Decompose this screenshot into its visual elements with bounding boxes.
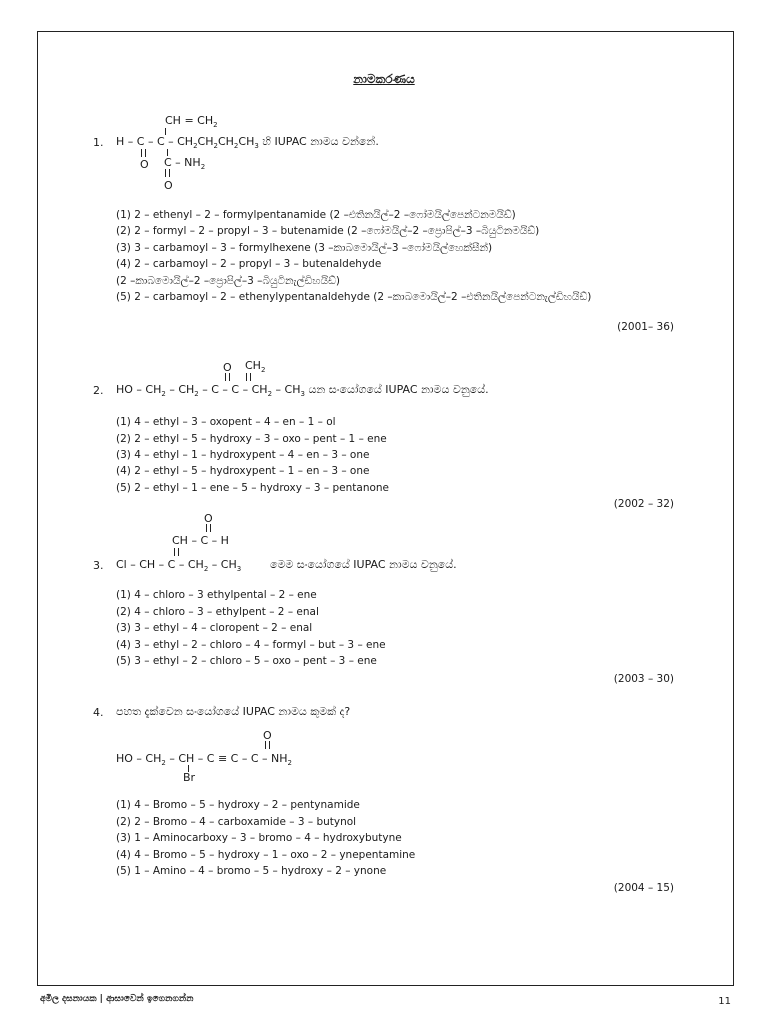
q1-option-4: (4) 2 – carbamoyl – 2 – propyl – 3 – butenaldehyde (116, 258, 382, 270)
q2-double-bond-o (225, 373, 230, 381)
question-1-number: 1. (93, 136, 104, 149)
q3-double-bond-c (174, 548, 179, 556)
q1-bond-up (165, 128, 166, 135)
q2-option-5: (5) 2 – ethyl – 1 – ene – 5 – hydroxy – 3 – pentanone (116, 482, 390, 494)
q1-main-chain: H – C – C – $CH_2CH_2CH_2CH_3$ හි IUPAC නාමය වන්නේ. (116, 135, 379, 151)
q3-double-bond-o (206, 524, 211, 532)
page-title: නාමකරණය (353, 72, 415, 86)
q1-oxygen-left: O (140, 158, 149, 171)
page-number: 11 (718, 996, 731, 1007)
q3-main-chain: Cl – CH – C – $CH_2 - CH_3$ (116, 558, 242, 574)
q3-option-2: (2) 4 – chloro – 3 – ethylpent – 2 – enal (116, 606, 319, 618)
q1-oxygen-bottom: O (164, 179, 173, 192)
q2-option-3: (3) 4 – ethyl – 1 – hydroxypent – 4 – en – 3 – one (116, 449, 370, 461)
question-4-number: 4. (93, 706, 104, 719)
q4-option-2: (2) 2 – Bromo – 4 – carboxamide – 3 – butynol (116, 816, 357, 828)
q3-aldehyde-row: CH – C – H (172, 534, 229, 547)
q4-oxygen-top: O (263, 729, 272, 742)
q4-option-5: (5) 1 – Amino – 4 – bromo – 5 – hydroxy – 2 – ynone (116, 865, 387, 877)
q3-question-text: මෙම සංයෝගයේ IUPAC නාමය වනුයේ. (270, 558, 457, 571)
question-2-number: 2. (93, 384, 104, 397)
q1-double-bond-bottom (165, 169, 170, 177)
q2-main-chain: HO – $CH_2 - CH_2$ – C – C – $CH_2 - CH_3$ යන සංයෝගයේ IUPAC නාමය වනුයේ. (116, 383, 489, 399)
question-3-number: 3. (93, 559, 104, 572)
q3-option-3: (3) 3 – ethyl – 4 – cloropent – 2 – enal (116, 622, 313, 634)
q4-year: (2004 – 15) (613, 882, 674, 894)
q1-bond-down (167, 149, 168, 156)
q4-double-bond-o (265, 741, 270, 749)
q2-option-1: (1) 4 – ethyl – 3 – oxopent – 4 – en – 1 – ol (116, 416, 336, 428)
q3-option-4: (4) 3 – ethyl – 2 – chloro – 4 – formyl – but – 3 – ene (116, 639, 386, 651)
q1-amide-group: C – $NH_2$ (164, 156, 206, 172)
q1-option-5: (5) 2 – carbamoyl – 2 – ethenylypentanaldehyde (2 –කාබමොයිල්–2 –එතිනයිල්පෙන්ටනැල්ඩිහයිඩ්) (116, 291, 592, 303)
q1-option-2: (2) 2 – formyl – 2 – propyl – 3 – butenamide (2 –ෆෝමයිල්–2 –ප්‍රොපිල්–3 –බියුටිනමයිඩ්) (116, 225, 540, 237)
q4-question-text: පහත දැක්වෙන සංයෝගයේ IUPAC නාමය කුමක් ද? (116, 705, 351, 718)
q4-bromine: Br (183, 771, 196, 784)
q2-option-4: (4) 2 – ethyl – 5 – hydroxypent – 1 – en – 3 – one (116, 465, 370, 477)
q1-option-1: (1) 2 – ethenyl – 2 – formylpentanamide (2 –එතිනයිල්–2 –ෆෝමයිල්පෙන්ටනමයිඩ්) (116, 209, 516, 221)
q1-vinyl-group: CH = $CH_2$ (165, 114, 218, 130)
q3-option-5: (5) 3 – ethyl – 2 – chloro – 5 – oxo – pent – 3 – ene (116, 655, 377, 667)
q2-double-bond-ch2 (246, 373, 251, 381)
q1-double-bond-left (141, 149, 146, 157)
q1-year: (2001– 36) (617, 321, 674, 333)
q2-methylene-top: $CH_2$ (245, 359, 266, 375)
q4-option-3: (3) 1 – Aminocarboxy – 3 – bromo – 4 – hydroxybutyne (116, 832, 402, 844)
q2-oxygen-top: O (223, 361, 232, 374)
q4-option-4: (4) 4 – Bromo – 5 – hydroxy – 1 – oxo – 2 – ynepentamine (116, 849, 416, 861)
q3-oxygen-top: O (204, 512, 213, 525)
footer-author: අමිල දසනායක | ආසාවෙන් ඉගෙනගන්න (40, 994, 194, 1004)
q1-option-3: (3) 3 – carbamoyl – 3 – formylhexene (3 –කාබමොයිල්–3 –ෆෝමයිල්හෙක්සීන්) (116, 242, 493, 254)
q3-option-1: (1) 4 – chloro – 3 ethylpental – 2 – ene (116, 589, 317, 601)
q2-year: (2002 – 32) (613, 498, 674, 510)
q4-main-chain: HO – $CH_2$ – CH – $C \equiv C - C - NH_2$ (116, 752, 292, 768)
q2-option-2: (2) 2 – ethyl – 5 – hydroxy – 3 – oxo – pent – 1 – ene (116, 433, 387, 445)
q1-option-4-sinhala: (2 –කාබමොයිල්–2 –ප්‍රොපිල්–3 –බියුටිනැල්ඩිහයිඩ්) (116, 275, 340, 287)
q4-option-1: (1) 4 – Bromo – 5 – hydroxy – 2 – pentynamide (116, 799, 360, 811)
q3-year: (2003 – 30) (613, 673, 674, 685)
